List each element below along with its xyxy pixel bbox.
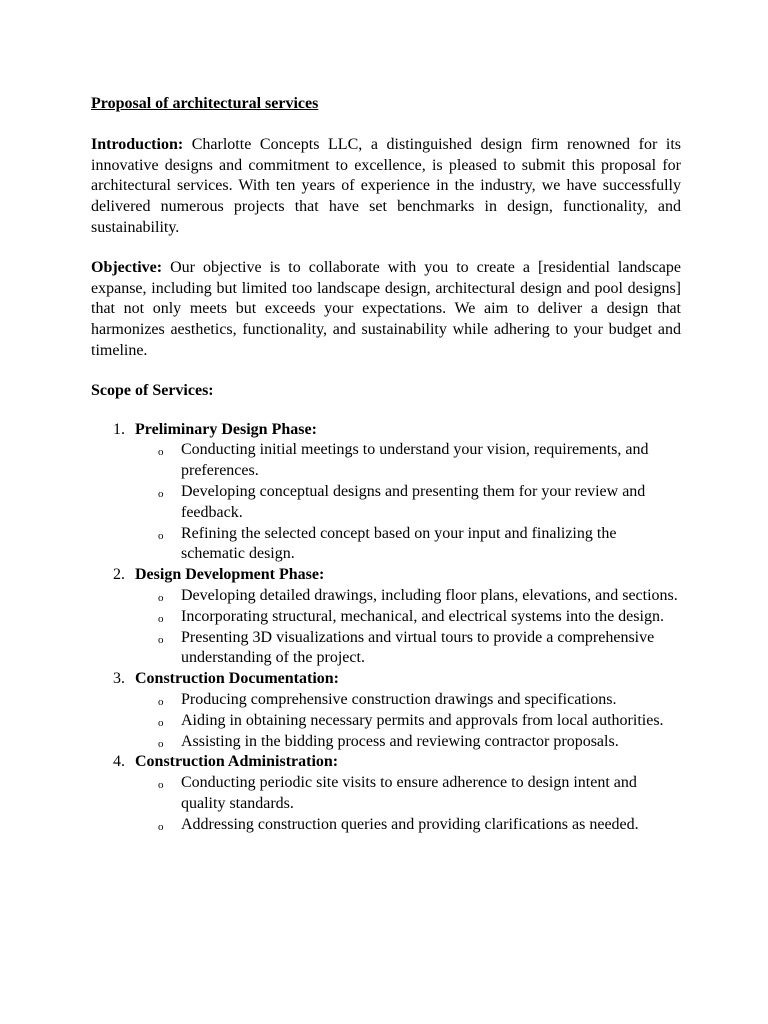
task-text: Conducting initial meetings to understand your vision, requirements, and preferences. <box>181 441 649 480</box>
introduction-label: Introduction: <box>91 135 184 153</box>
task-item <box>135 482 681 524</box>
phase-item <box>91 420 681 566</box>
task-item <box>135 607 681 628</box>
phase-item <box>91 752 681 835</box>
circle-bullet-icon: o <box>158 820 164 833</box>
objective-text: Our objective is to collaborate with you to create a [residential landscape expanse, including but limited too landscape design, architectural design and pool designs] that not only meets but exceeds your expectations. We aim to deliver a design that harmonizes aesthetics, functionality, and sustainability while adhering to your budget and timeline. <box>91 258 681 359</box>
introduction-paragraph <box>91 135 681 239</box>
circle-bullet-icon: o <box>158 633 164 646</box>
task-text: Producing comprehensive construction drawings and specifications. <box>181 690 617 708</box>
task-item <box>135 628 681 670</box>
objective-paragraph <box>91 258 681 362</box>
phase-number: 3. <box>113 670 125 688</box>
circle-bullet-icon: o <box>158 591 164 604</box>
phase-number: 4. <box>113 753 125 771</box>
document-title: Proposal of architectural services <box>91 95 319 112</box>
task-text: Developing detailed drawings, including floor plans, elevations, and sections. <box>181 586 678 604</box>
objective-label: Objective: <box>91 258 163 276</box>
task-text: Incorporating structural, mechanical, and electrical systems into the design. <box>181 607 664 625</box>
scope-heading: Scope of Services: <box>91 381 214 399</box>
circle-bullet-icon: o <box>158 716 164 729</box>
introduction-text: Charlotte Concepts LLC, a distinguished design firm renowned for its innovative designs and commitment to excellence, is pleased to submit this proposal for architectural services. With ten years of experience in the industry, we have successfully delivered numerous projects that have set benchmarks in design, functionality, and sustainability. <box>91 135 681 236</box>
phase-number: 1. <box>113 420 125 438</box>
task-text: Addressing construction queries and providing clarifications as needed. <box>181 815 639 833</box>
task-text: Conducting periodic site visits to ensure adherence to design intent and quality standards. <box>181 774 637 812</box>
circle-bullet-icon: o <box>158 529 164 542</box>
circle-bullet-icon: o <box>158 487 164 500</box>
task-item <box>135 711 681 732</box>
circle-bullet-icon: o <box>158 612 164 625</box>
task-text: Refining the selected concept based on your input and finalizing the schematic design. <box>181 524 617 563</box>
phase-title: Construction Documentation: <box>135 670 339 688</box>
phase-item <box>91 565 681 669</box>
task-text: Aiding in obtaining necessary permits and approvals from local authorities. <box>181 711 664 729</box>
phase-title: Construction Administration: <box>135 753 339 771</box>
circle-bullet-icon: o <box>158 695 164 708</box>
task-item <box>135 524 681 566</box>
scope-phase-list <box>91 420 681 836</box>
phase-task-list <box>135 690 681 752</box>
task-item <box>135 732 681 753</box>
circle-bullet-icon: o <box>158 446 164 459</box>
circle-bullet-icon: o <box>158 737 164 750</box>
circle-bullet-icon: o <box>158 779 164 792</box>
task-text: Developing conceptual designs and presenting them for your review and feedback. <box>181 482 646 521</box>
phase-title: Design Development Phase: <box>135 566 325 584</box>
document-page <box>91 94 681 836</box>
phase-title: Preliminary Design Phase: <box>135 420 317 438</box>
task-item <box>135 815 681 836</box>
task-item <box>135 440 681 482</box>
phase-number: 2. <box>113 566 125 584</box>
phase-item <box>91 669 681 752</box>
task-text: Assisting in the bidding process and reviewing contractor proposals. <box>181 732 619 750</box>
task-item <box>135 690 681 711</box>
task-text: Presenting 3D visualizations and virtual tours to provide a comprehensive understanding of the project. <box>181 628 655 667</box>
phase-task-list <box>135 586 681 669</box>
task-item <box>135 773 681 815</box>
phase-task-list <box>135 773 681 835</box>
phase-task-list <box>135 440 681 565</box>
task-item <box>135 586 681 607</box>
